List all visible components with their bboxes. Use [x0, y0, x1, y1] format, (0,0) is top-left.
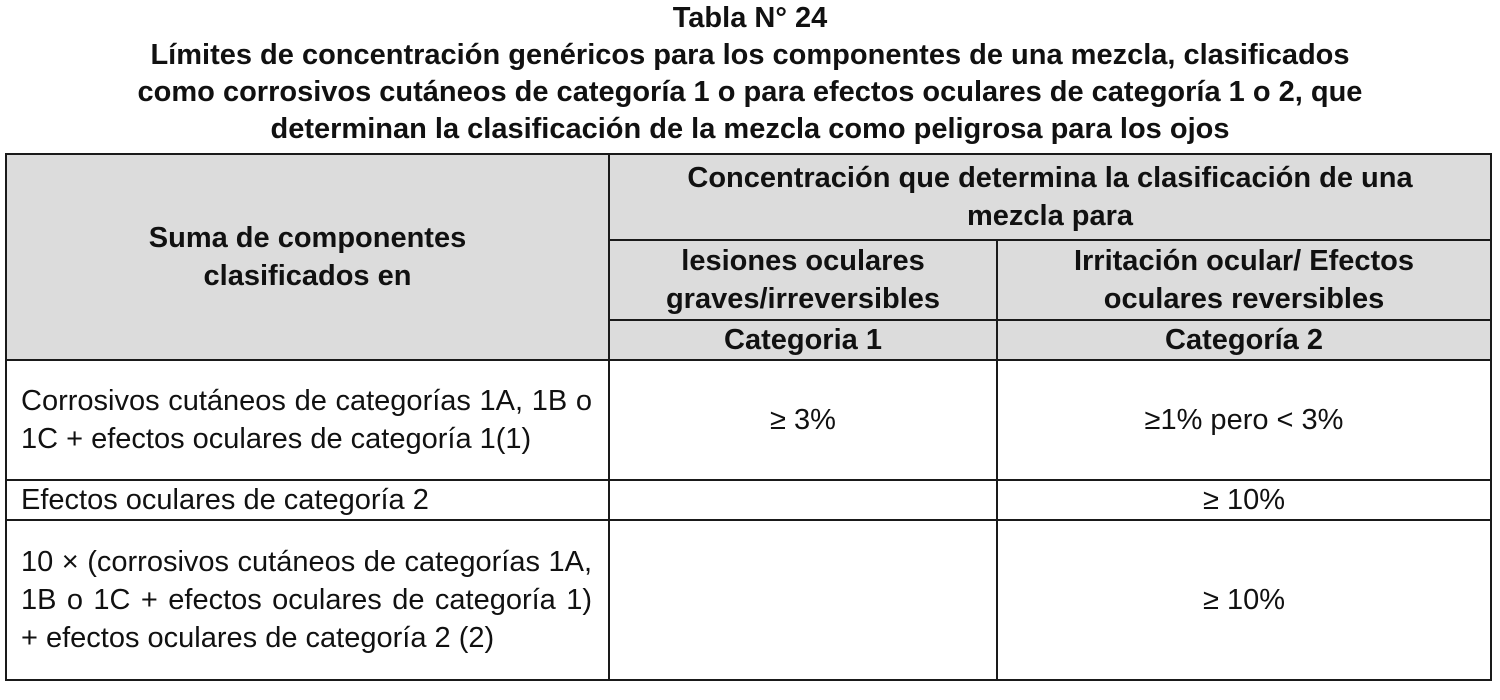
cat1-value: [609, 480, 997, 520]
row-label: Corrosivos cutáneos de categorías 1A, 1B o 1C + efectos oculares de categoría 1(1): [6, 360, 609, 480]
concentration-limits-table: [5, 153, 1492, 681]
group-header-label: Concentración que determina la clasificación de una mezcla para: [687, 162, 1413, 232]
table-caption-line-3: determinan la clasificación de la mezcla como peligrosa para los ojos: [270, 113, 1230, 145]
col1-header-cell: [609, 240, 997, 320]
row-label: Efectos oculares de categoría 2: [6, 480, 609, 520]
cat2-value: ≥ 10%: [997, 480, 1491, 520]
table-number: Tabla N° 24: [672, 2, 828, 34]
col2-header-cell: [997, 240, 1491, 320]
table-row: [6, 360, 1491, 480]
table-caption-line-1: Límites de concentración genéricos para los componentes de una mezcla, clasificados: [150, 39, 1350, 71]
row-header-cell: [6, 154, 609, 360]
cat2-value: ≥1% pero < 3%: [997, 360, 1491, 480]
col1-category-cell: Categoria 1: [609, 320, 997, 360]
col2-category-cell: Categoría 2: [997, 320, 1491, 360]
row-label: 10 × (corrosivos cutáneos de categorías 1A, 1B o 1C + efectos oculares de categoría 1) + efectos oculares de categoría 2 (2): [6, 520, 609, 680]
table-title: [0, 0, 1500, 148]
table-caption-line-2: como corrosivos cutáneos de categoría 1 o para efectos oculares de categoría 1 o 2, que: [137, 76, 1363, 108]
col2-header-label: Irritación ocular/ Efectos oculares reversibles: [1073, 245, 1415, 315]
cat1-value: ≥ 3%: [609, 360, 997, 480]
group-header-cell: [609, 154, 1491, 240]
col1-header-label: lesiones oculares graves/irreversibles: [665, 245, 941, 315]
table-row: [6, 480, 1491, 520]
table-row: [6, 520, 1491, 680]
header-row-1: [6, 154, 1491, 240]
row-header-label: Suma de componentes clasificados en: [148, 222, 467, 292]
cat2-value: ≥ 10%: [997, 520, 1491, 680]
cat1-value: [609, 520, 997, 680]
